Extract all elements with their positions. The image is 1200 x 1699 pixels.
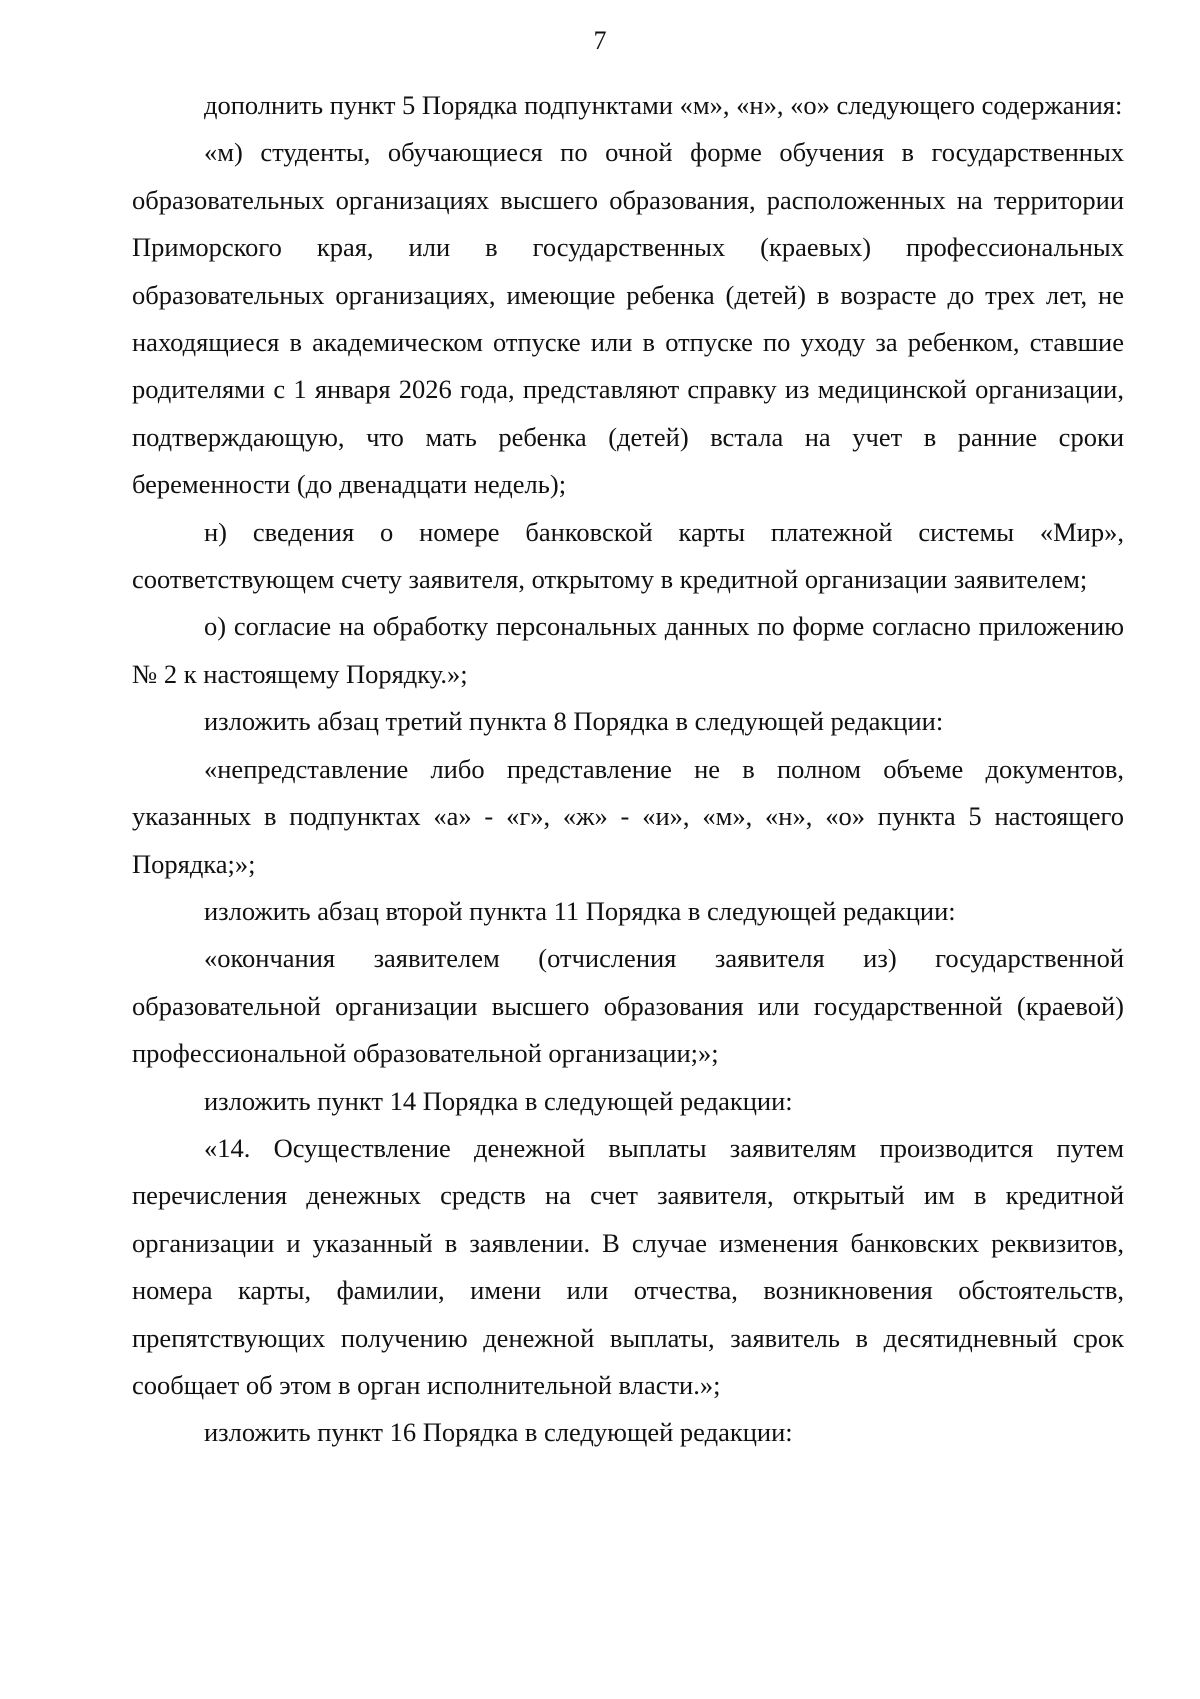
paragraph-subpoint-m: «м) студенты, обучающиеся по очной форме обучения в государственных образовательных организациях высшего образования, расположенных на территории Приморского края, или в государственных (краевых) профессиональных образовательных организациях, имеющие ребенка (детей) в возрасте до трех лет, не находящиеся в академическом отпуске или в отпуске по уходу за ребенком, ставшие родителями с 1 января 2026 года, представляют справку из медицинской организации, подтверждающую, что мать ребенка (детей) встала на учет в ранние сроки беременности (до двенадцати недель); (132, 137, 1124, 500)
paragraph-subpoint-o: о) согласие на обработку персональных данных по форме согласно приложению № 2 к настоящему Порядку.»; (132, 611, 1124, 689)
paragraph-point-11-text: «окончания заявителем (отчисления заявителя из) государственной образовательной организации высшего образования или государственной (краевой) профессиональной образовательной организации;»; (132, 943, 1124, 1069)
page-number: 7 (593, 26, 607, 55)
paragraph-amend-point-8-intro: изложить абзац третий пункта 8 Порядка в следующей редакции: (204, 706, 944, 737)
paragraph-amend-point-14-intro: изложить пункт 14 Порядка в следующей редакции: (204, 1085, 793, 1116)
paragraph-point-8-text: «непредставление либо представление не в полном объеме документов, указанных в подпунктах «а» - «г», «ж» - «и», «м», «н», «о» пункта 5 настоящего Порядка;»; (132, 753, 1124, 879)
document-body (132, 82, 1124, 1457)
paragraph-subpoint-n: н) сведения о номере банковской карты платежной системы «Мир», соответствующем счету заявителя, открытому в кредитной организации заявителем; (132, 516, 1124, 595)
paragraph-point-14-text: «14. Осуществление денежной выплаты заявителям производится путем перечисления денежных средств на счет заявителя, открытый им в кредитной организации и указанный в заявлении. В случае изменения банковских реквизитов, номера карты, фамилии, имени или отчества, возникновения обстоятельств, препятствующих получению денежной выплаты, заявитель в десятидневный срок сообщает об этом в орган исполнительной власти.»; (132, 1132, 1124, 1400)
paragraph-amend-point-5-intro: дополнить пункт 5 Порядка подпунктами «м», «н», «о» следующего содержания: (204, 90, 1123, 120)
paragraph-amend-point-16-intro: изложить пункт 16 Порядка в следующей редакции: (204, 1417, 793, 1448)
paragraph-amend-point-11-intro: изложить абзац второй пункта 11 Порядка в следующей редакции: (204, 895, 956, 926)
